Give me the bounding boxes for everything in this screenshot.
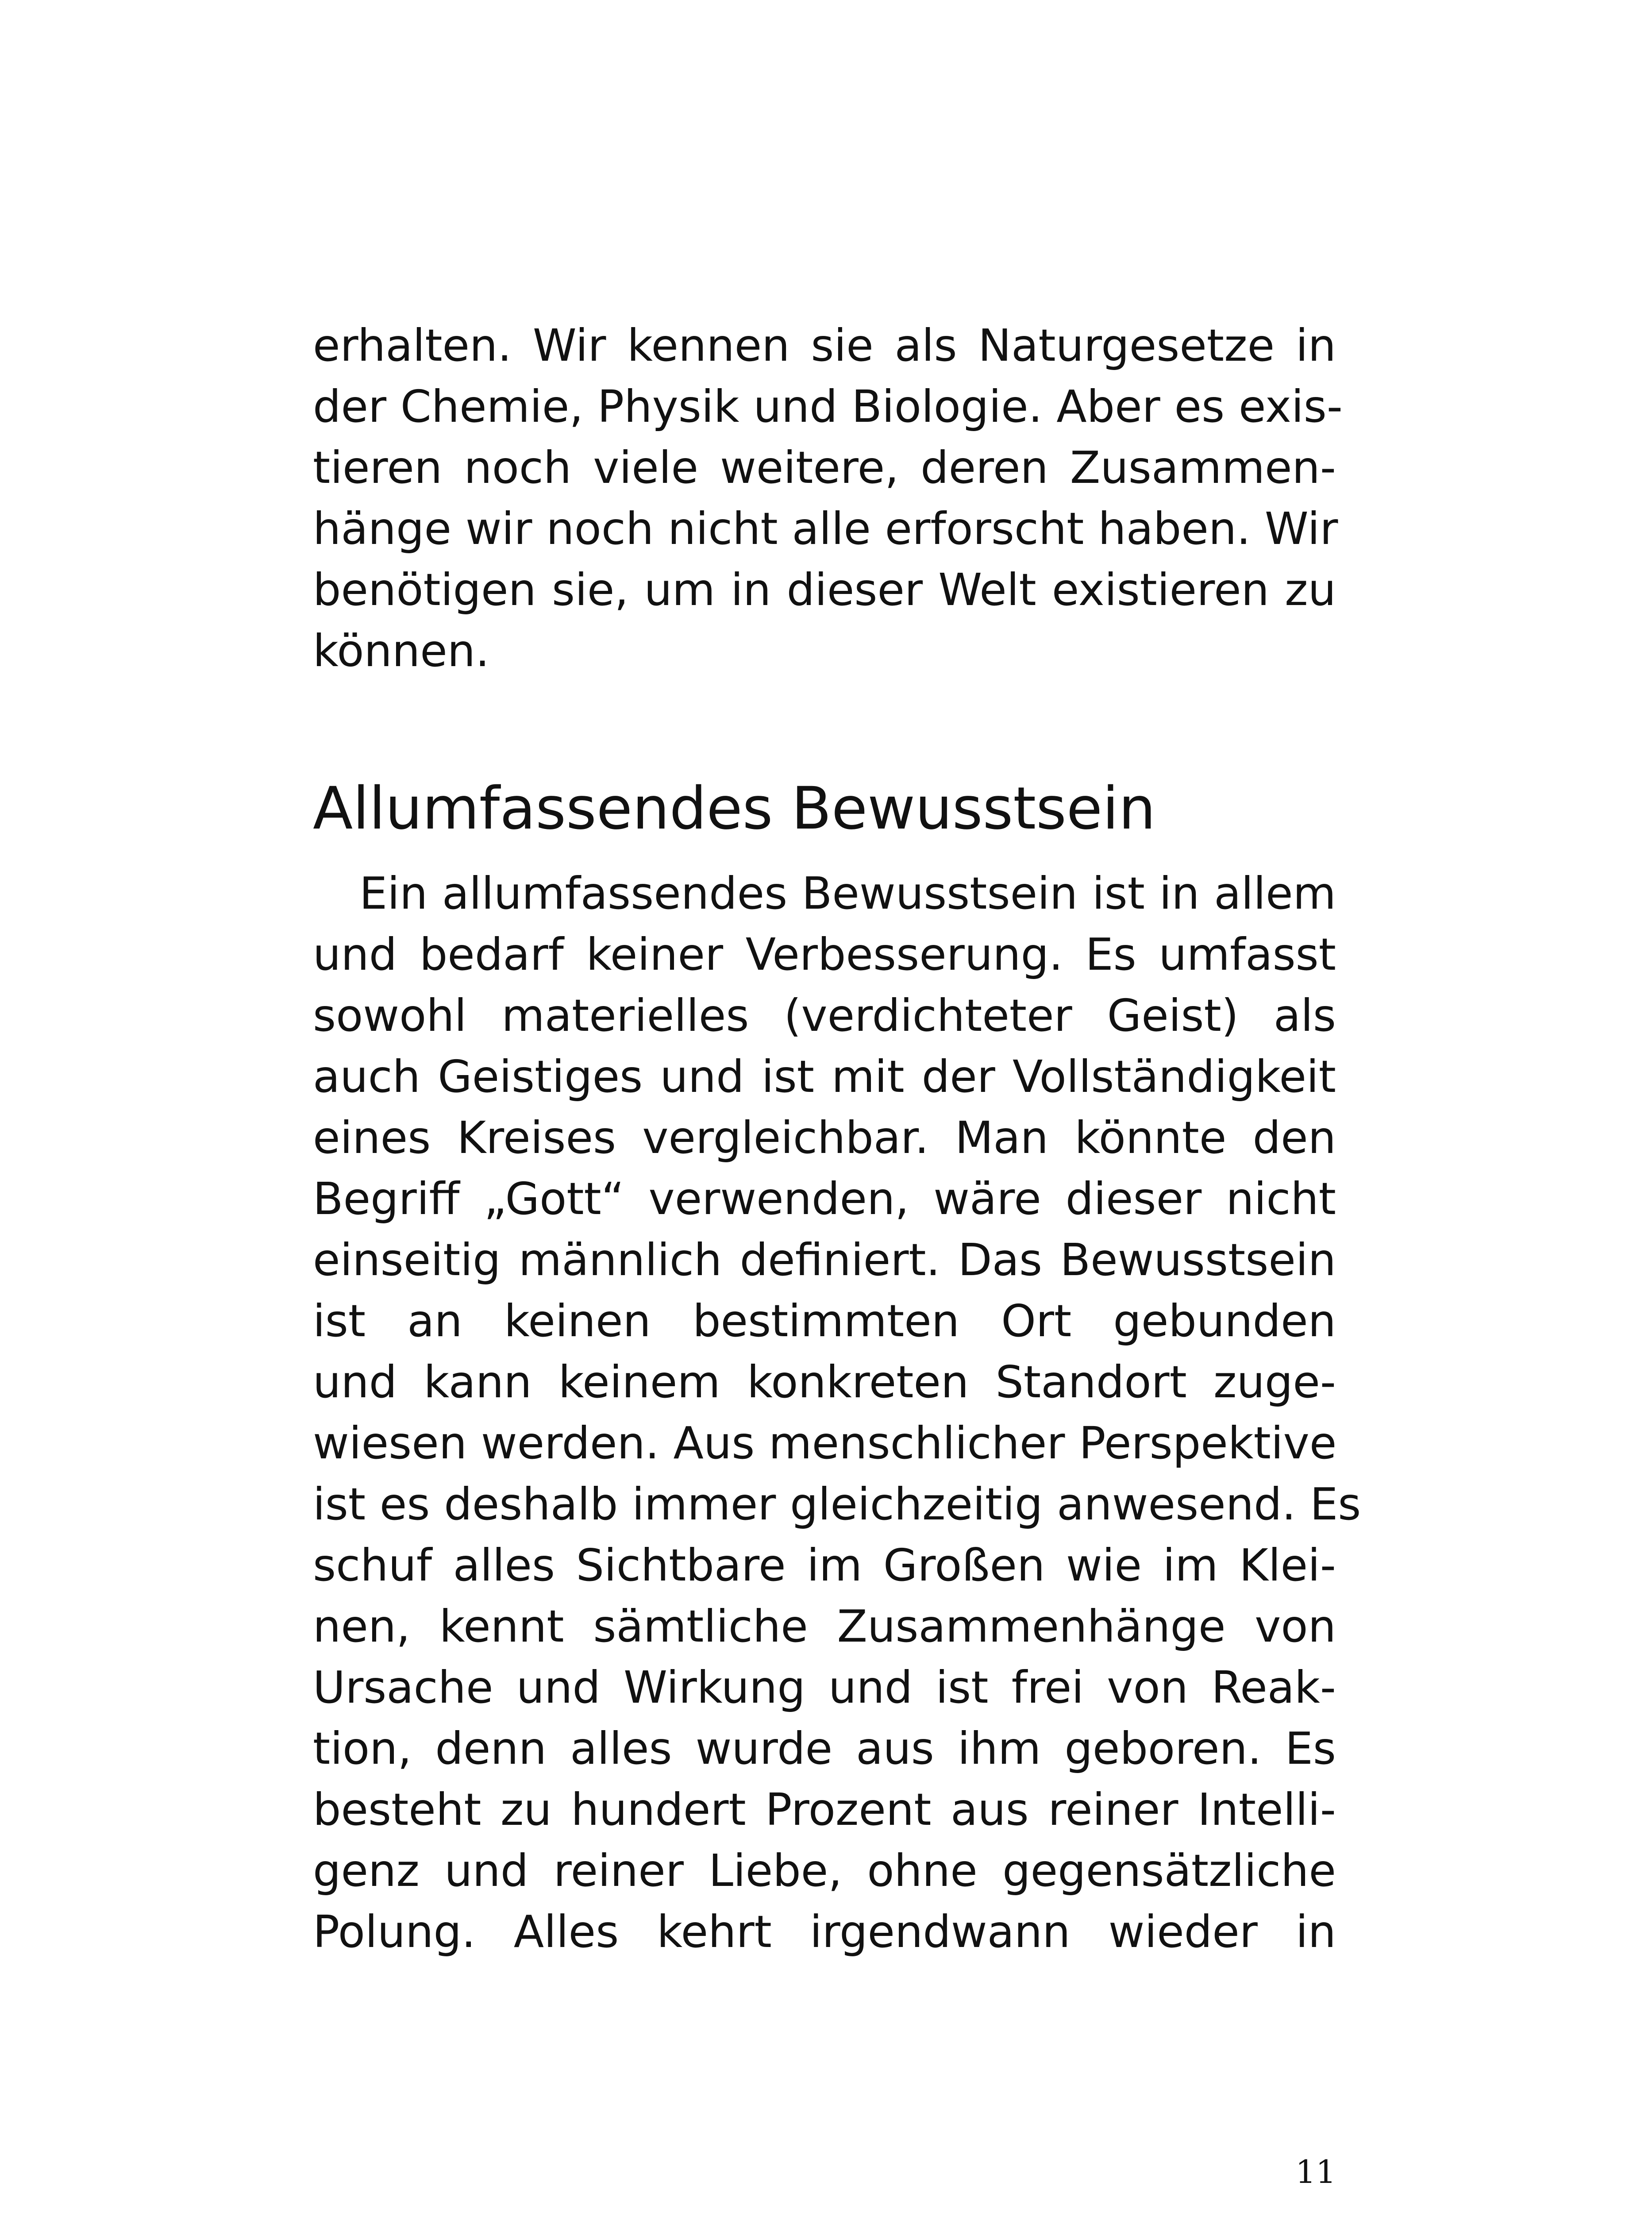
continuation-paragraph (313, 315, 1343, 682)
text-line: schuf alles Sichtbare im Großen wie im Klei- (313, 1539, 1336, 1591)
text-line: erhalten. Wir kennen sie als Naturgesetze in (313, 320, 1336, 371)
text-line: ist es deshalb immer gleichzeitig anwesend. Es (313, 1478, 1361, 1530)
text-line: eines Kreises vergleichbar. Man könnte den (313, 1112, 1336, 1164)
text-line: Ein allumfassendes Bewusstsein ist in allem (359, 867, 1336, 919)
text-line: ist an keinen bestimmten Ort gebunden (313, 1295, 1336, 1347)
text-line: besteht zu hundert Prozent aus reiner Intelli- (313, 1784, 1336, 1835)
text-line: auch Geistiges und ist mit der Vollständigkeit (313, 1051, 1336, 1103)
text-line: benötigen sie, um in dieser Welt existieren zu (313, 564, 1336, 616)
text-line: können. (313, 625, 489, 677)
text-line: tion, denn alles wurde aus ihm geboren. Es (313, 1723, 1336, 1774)
text-line: tieren noch viele weitere, deren Zusammen- (313, 442, 1336, 493)
text-line: einseitig männlich definiert. Das Bewusstsein (313, 1234, 1336, 1286)
text-line: sowohl materielles (verdichteter Geist) als (313, 990, 1336, 1041)
text-line: Ursache und Wirkung und ist frei von Reak- (313, 1662, 1336, 1713)
section-heading: Allumfassendes Bewusstsein (313, 775, 1156, 843)
text-line: Polung. Alles kehrt irgendwann wieder in (313, 1906, 1336, 1958)
text-line: und bedarf keiner Verbesserung. Es umfasst (313, 929, 1336, 980)
page-number: 11 (1295, 2153, 1336, 2190)
section-paragraph (313, 863, 1361, 1962)
text-line: und kann keinem konkreten Standort zuge- (313, 1356, 1336, 1408)
text-line: hänge wir noch nicht alle erforscht haben. Wir (313, 503, 1338, 555)
text-line: nen, kennt sämtliche Zusammenhänge von (313, 1600, 1336, 1652)
text-line: Begriff „Gott“ verwenden, wäre dieser nicht (313, 1173, 1336, 1225)
text-line: der Chemie, Physik und Biologie. Aber es exis- (313, 381, 1343, 432)
text-line: genz und reiner Liebe, ohne gegensätzliche (313, 1845, 1336, 1897)
text-line: wiesen werden. Aus menschlicher Perspektive (313, 1417, 1337, 1469)
